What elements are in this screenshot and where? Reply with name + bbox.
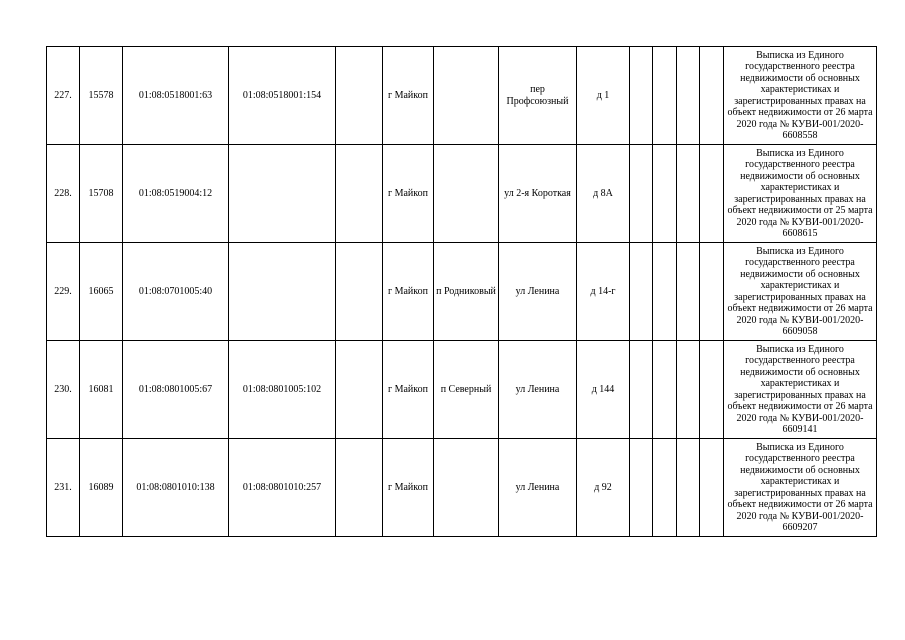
- house-cell: д 92: [577, 439, 630, 537]
- city-cell: г Майкоп: [383, 47, 434, 145]
- table-row: [47, 47, 877, 145]
- document-reference: Выписка из Единого государственного реестра недвижимости об основных характеристиках и зарегистрированных правах на объект недвижимости от 26 марта 2020 года № КУВИ-001/2020-6609058: [724, 243, 877, 341]
- city-cell: г Майкоп: [383, 243, 434, 341]
- cadastral-number: 01:08:0801010:138: [123, 439, 229, 537]
- empty-cell: [336, 439, 383, 537]
- document-reference: Выписка из Единого государственного реестра недвижимости об основных характеристиках и зарегистрированных правах на объект недвижимости от 26 марта 2020 года № КУВИ-001/2020-6608558: [724, 47, 877, 145]
- document-reference: Выписка из Единого государственного реестра недвижимости об основных характеристиках и зарегистрированных правах на объект недвижимости от 25 марта 2020 года № КУВИ-001/2020-6608615: [724, 145, 877, 243]
- table-row: [47, 145, 877, 243]
- row-number: 227.: [47, 47, 80, 145]
- empty-cell: [336, 341, 383, 439]
- house-cell: д 14-г: [577, 243, 630, 341]
- empty-cell: [336, 243, 383, 341]
- cadastral-number: 01:08:0519004:12: [123, 145, 229, 243]
- empty-cell: [630, 439, 653, 537]
- object-id: 16081: [80, 341, 123, 439]
- linked-cadastral-number: 01:08:0801005:102: [229, 341, 336, 439]
- object-id: 15708: [80, 145, 123, 243]
- empty-cell: [630, 47, 653, 145]
- registry-table-body: [47, 47, 877, 537]
- linked-cadastral-number: 01:08:0518001:154: [229, 47, 336, 145]
- row-number: 230.: [47, 341, 80, 439]
- empty-cell: [630, 145, 653, 243]
- empty-cell: [653, 145, 677, 243]
- object-id: 16089: [80, 439, 123, 537]
- settlement-cell: [434, 145, 499, 243]
- table-row: [47, 341, 877, 439]
- row-number: 229.: [47, 243, 80, 341]
- object-id: 16065: [80, 243, 123, 341]
- house-cell: д 1: [577, 47, 630, 145]
- linked-cadastral-number: [229, 145, 336, 243]
- settlement-cell: п Родниковый: [434, 243, 499, 341]
- street-cell: ул 2-я Короткая: [499, 145, 577, 243]
- empty-cell: [653, 341, 677, 439]
- empty-cell: [700, 341, 724, 439]
- empty-cell: [700, 243, 724, 341]
- street-cell: ул Ленина: [499, 341, 577, 439]
- empty-cell: [700, 439, 724, 537]
- object-id: 15578: [80, 47, 123, 145]
- empty-cell: [653, 243, 677, 341]
- row-number: 231.: [47, 439, 80, 537]
- street-cell: пер Профсоюзный: [499, 47, 577, 145]
- empty-cell: [677, 341, 700, 439]
- empty-cell: [653, 47, 677, 145]
- cadastral-number: 01:08:0701005:40: [123, 243, 229, 341]
- house-cell: д 144: [577, 341, 630, 439]
- settlement-cell: [434, 47, 499, 145]
- row-number: 228.: [47, 145, 80, 243]
- document-reference: Выписка из Единого государственного реестра недвижимости об основных характеристиках и зарегистрированных правах на объект недвижимости от 26 марта 2020 года № КУВИ-001/2020-6609207: [724, 439, 877, 537]
- cadastral-number: 01:08:0518001:63: [123, 47, 229, 145]
- settlement-cell: п Северный: [434, 341, 499, 439]
- empty-cell: [336, 47, 383, 145]
- cadastral-number: 01:08:0801005:67: [123, 341, 229, 439]
- settlement-cell: [434, 439, 499, 537]
- table-row: [47, 243, 877, 341]
- empty-cell: [677, 243, 700, 341]
- registry-table: [46, 46, 877, 537]
- linked-cadastral-number: [229, 243, 336, 341]
- city-cell: г Майкоп: [383, 439, 434, 537]
- street-cell: ул Ленина: [499, 243, 577, 341]
- table-row: [47, 439, 877, 537]
- empty-cell: [677, 145, 700, 243]
- city-cell: г Майкоп: [383, 341, 434, 439]
- linked-cadastral-number: 01:08:0801010:257: [229, 439, 336, 537]
- street-cell: ул Ленина: [499, 439, 577, 537]
- document-reference: Выписка из Единого государственного реестра недвижимости об основных характеристиках и зарегистрированных правах на объект недвижимости от 26 марта 2020 года № КУВИ-001/2020-6609141: [724, 341, 877, 439]
- house-cell: д 8А: [577, 145, 630, 243]
- empty-cell: [630, 243, 653, 341]
- empty-cell: [630, 341, 653, 439]
- empty-cell: [677, 47, 700, 145]
- empty-cell: [653, 439, 677, 537]
- city-cell: г Майкоп: [383, 145, 434, 243]
- empty-cell: [677, 439, 700, 537]
- empty-cell: [336, 145, 383, 243]
- empty-cell: [700, 47, 724, 145]
- empty-cell: [700, 145, 724, 243]
